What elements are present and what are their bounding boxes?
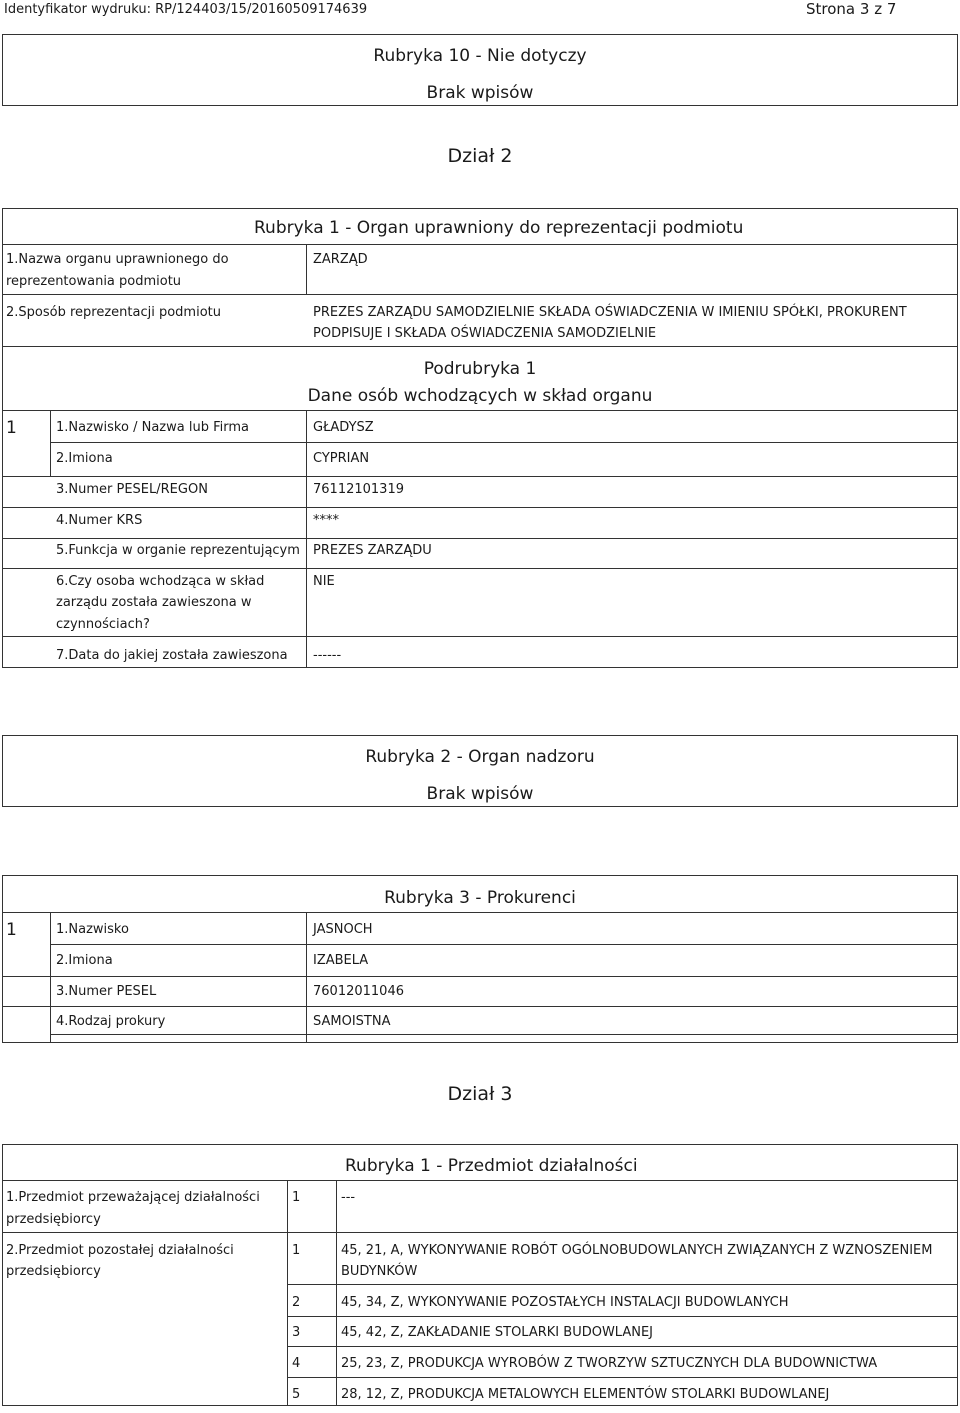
divider: [2, 294, 958, 295]
dzial-3-title: Dział 3: [447, 1083, 513, 1105]
przewazajaca-label: 1.Przedmiot przeważającej działalności: [6, 1190, 260, 1205]
divider: [306, 410, 307, 668]
divider: [50, 410, 51, 476]
pkd-index: 3: [292, 1325, 301, 1340]
pkd-value: BUDYNKÓW: [341, 1264, 418, 1279]
rubryka-2-empty: Brak wpisów: [426, 784, 534, 804]
pkd-value: 28, 12, Z, PRODUKCJA METALOWYCH ELEMENTÓW STOLARKI BUDOWLANEJ: [341, 1387, 830, 1402]
pkd-index: 5: [292, 1387, 301, 1402]
divider: [2, 538, 958, 539]
print-id: Identyfikator wydruku: RP/124403/15/20160509174639: [4, 2, 368, 17]
pkd-value: 45, 21, A, WYKONYWANIE ROBÓT OGÓLNOBUDOWLANYCH ZWIĄZANYCH Z WZNOSZENIEM: [341, 1243, 933, 1258]
krs-value: ****: [313, 513, 339, 528]
divider: [50, 1034, 958, 1035]
page-number: Strona 3 z 7: [806, 0, 897, 18]
pesel-label: 3.Numer PESEL/REGON: [56, 482, 208, 497]
divider: [287, 1377, 958, 1378]
pkd-index: 4: [292, 1356, 301, 1371]
zawieszona-label: zarządu została zawieszona w: [56, 595, 252, 610]
sposob-value: PODPISUJE I SKŁADA OŚWIADCZENIA SAMODZIELNIE: [313, 326, 657, 341]
divider: [2, 244, 958, 245]
prokurent-nazwisko-label: 1.Nazwisko: [56, 922, 129, 937]
przewazajaca-label: przedsiębiorcy: [6, 1212, 101, 1227]
data-zawieszenia-label: 7.Data do jakiej została zawieszona: [56, 648, 288, 663]
divider: [50, 944, 958, 945]
prokurent-pesel-value: 76012011046: [313, 984, 404, 999]
organ-label: reprezentowania podmiotu: [6, 274, 182, 289]
divider: [306, 912, 307, 1043]
prokurent-imiona-value: IZABELA: [313, 953, 369, 968]
rubryka-10-empty: Brak wpisów: [426, 83, 534, 103]
dzial-2-title: Dział 2: [447, 145, 513, 167]
pkd-value: 45, 34, Z, WYKONYWANIE POZOSTAŁYCH INSTALACJI BUDOWLANYCH: [341, 1295, 789, 1310]
divider: [50, 912, 51, 1043]
divider: [2, 410, 958, 411]
prokurent-pesel-label: 3.Numer PESEL: [56, 984, 157, 999]
divider: [50, 442, 958, 443]
nazwisko-label: 1.Nazwisko / Nazwa lub Firma: [56, 420, 249, 435]
imiona-label: 2.Imiona: [56, 451, 113, 466]
divider: [287, 1284, 958, 1285]
prokurent-rodzaj-label: 4.Rodzaj prokury: [56, 1014, 166, 1029]
divider: [2, 636, 958, 637]
pozostala-label: przedsiębiorcy: [6, 1264, 101, 1279]
krs-label: 4.Numer KRS: [56, 513, 143, 528]
podrubryka-subtitle: Dane osób wchodzących w skład organu: [307, 386, 653, 406]
divider: [2, 1006, 958, 1007]
divider: [2, 507, 958, 508]
prokurent-imiona-label: 2.Imiona: [56, 953, 113, 968]
organ-value: ZARZĄD: [313, 252, 368, 267]
sposob-label: 2.Sposób reprezentacji podmiotu: [6, 305, 221, 320]
rubryka-1-title: Rubryka 1 - Organ uprawniony do reprezentacji podmiotu: [254, 218, 744, 238]
prokurent-nazwisko-value: JASNOCH: [313, 922, 373, 937]
data-zawieszenia-value: ------: [313, 648, 342, 663]
sposob-value: PREZES ZARZĄDU SAMODZIELNIE SKŁADA OŚWIADCZENIA W IMIENIU SPÓŁKI, PROKURENT: [313, 305, 907, 320]
imiona-value: CYPRIAN: [313, 451, 370, 466]
organ-label: 1.Nazwa organu uprawnionego do: [6, 252, 229, 267]
prokurent-index: 1: [6, 920, 17, 940]
zawieszona-label: 6.Czy osoba wchodząca w skład: [56, 574, 265, 589]
prokurent-rodzaj-value: SAMOISTNA: [313, 1014, 391, 1029]
funkcja-label: 5.Funkcja w organie reprezentującym: [56, 543, 300, 558]
rubryka-2-title: Rubryka 2 - Organ nadzoru: [365, 747, 595, 767]
funkcja-value: PREZES ZARZĄDU: [313, 543, 432, 558]
divider: [2, 476, 958, 477]
zawieszona-label: czynnościach?: [56, 617, 150, 632]
divider: [336, 1180, 337, 1406]
pozostala-label: 2.Przedmiot pozostałej działalności: [6, 1243, 234, 1258]
przedmiot-title: Rubryka 1 - Przedmiot działalności: [345, 1156, 638, 1176]
rubryka-3-title: Rubryka 3 - Prokurenci: [384, 888, 576, 908]
divider: [287, 1316, 958, 1317]
zawieszona-value: NIE: [313, 574, 335, 589]
pesel-value: 76112101319: [313, 482, 404, 497]
divider: [2, 912, 958, 913]
pkd-index: 2: [292, 1295, 301, 1310]
rubryka-10-title: Rubryka 10 - Nie dotyczy: [373, 46, 587, 66]
nazwisko-value: GŁADYSZ: [313, 420, 374, 435]
divider: [2, 568, 958, 569]
divider: [2, 976, 958, 977]
divider: [2, 1180, 958, 1181]
divider: [306, 244, 307, 294]
podrubryka-title: Podrubryka 1: [423, 359, 537, 379]
przewazajaca-value: ---: [341, 1190, 356, 1205]
divider: [287, 1180, 288, 1406]
przewazajaca-index: 1: [292, 1190, 301, 1205]
pkd-value: 45, 42, Z, ZAKŁADANIE STOLARKI BUDOWLANEJ: [341, 1325, 654, 1340]
pkd-index: 1: [292, 1243, 301, 1258]
person-index: 1: [6, 418, 17, 438]
pkd-value: 25, 23, Z, PRODUKCJA WYROBÓW Z TWORZYW SZTUCZNYCH DLA BUDOWNICTWA: [341, 1356, 878, 1371]
divider: [2, 1232, 958, 1233]
divider: [287, 1346, 958, 1347]
